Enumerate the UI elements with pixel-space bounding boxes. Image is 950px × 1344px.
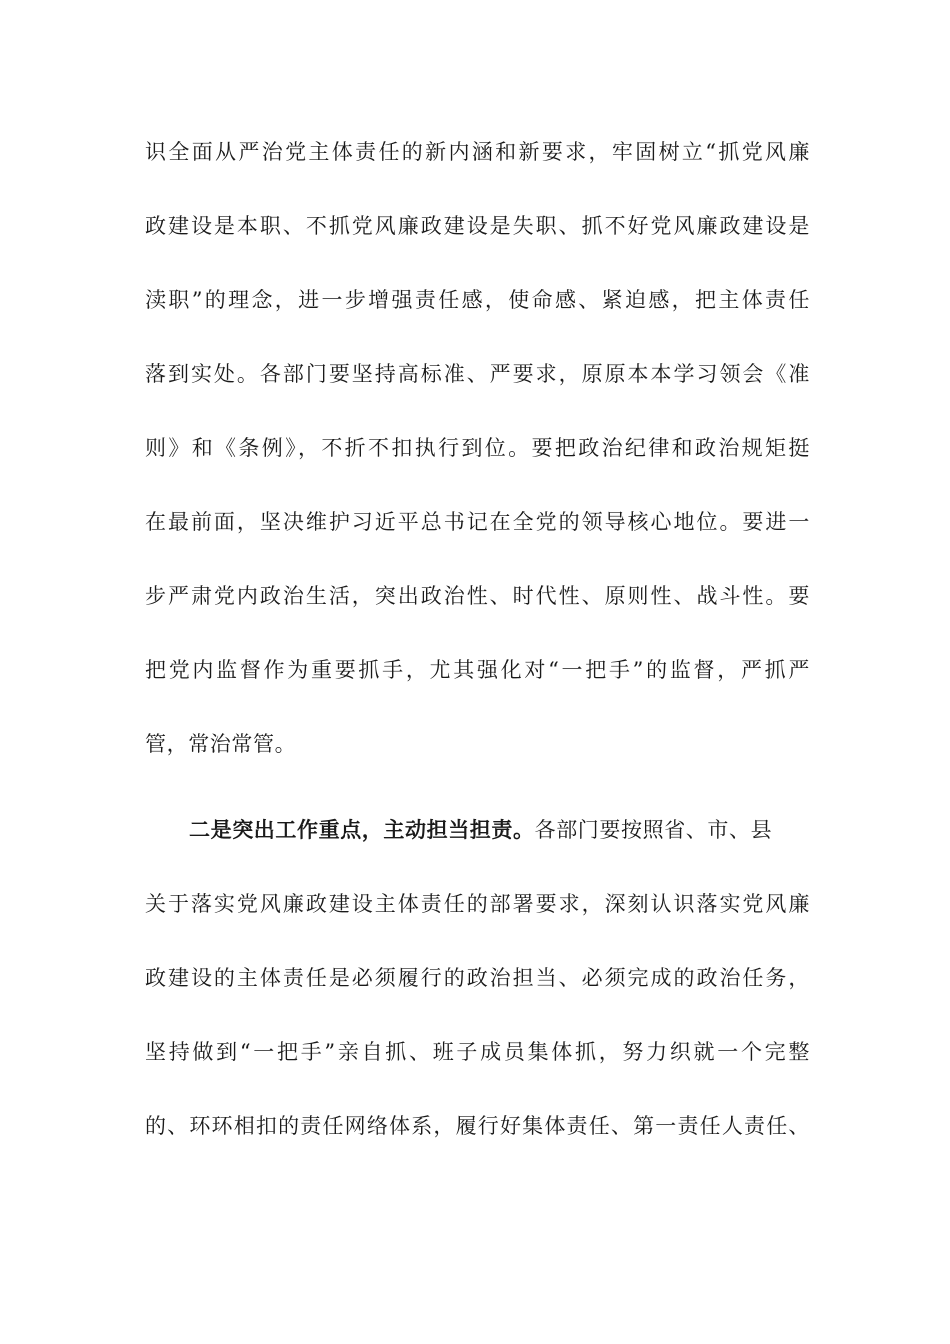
text-line: 的、环环相扣的责任网络体系，履行好集体责任、第一责任人责任、	[145, 1114, 810, 1138]
text-line: 识全面从严治党主体责任的新内涵和新要求，牢固树立“抓党风廉	[145, 140, 810, 164]
text-line: 政建设的主体责任是必须履行的政治担当、必须完成的政治任务，	[145, 966, 810, 990]
text-line: 关于落实党风廉政建设主体责任的部署要求，深刻认识落实党风廉	[145, 892, 810, 916]
text-line: 坚持做到“一把手”亲自抓、班子成员集体抓，努力织就一个完整	[145, 1040, 810, 1064]
text-line: 在最前面，坚决维护习近平总书记在全党的领导核心地位。要进一	[145, 510, 810, 534]
paragraph-heading: 二是突出工作重点，主动担当担责。	[189, 817, 535, 842]
text-line: 政建设是本职、不抓党风廉政建设是失职、抓不好党风廉政建设是	[145, 214, 810, 238]
text-line: 管，常治常管。	[145, 732, 297, 756]
text-line: 落到实处。各部门要坚持高标准、严要求，原原本本学习领会《准	[145, 362, 810, 386]
text-line: 把党内监督作为重要抓手，尤其强化对“一把手”的监督，严抓严	[145, 658, 810, 682]
text-line: 则》和《条例》，不折不扣执行到位。要把政治纪律和政治规矩挺	[145, 436, 810, 460]
text-line: 步严肃党内政治生活，突出政治性、时代性、原则性、战斗性。要	[145, 584, 810, 608]
text-line: 渎职”的理念，进一步增强责任感，使命感、紧迫感，把主体责任	[145, 288, 810, 312]
paragraph-text: 各部门要按照省、市、县	[534, 818, 773, 842]
paragraph-first-line	[189, 812, 810, 848]
